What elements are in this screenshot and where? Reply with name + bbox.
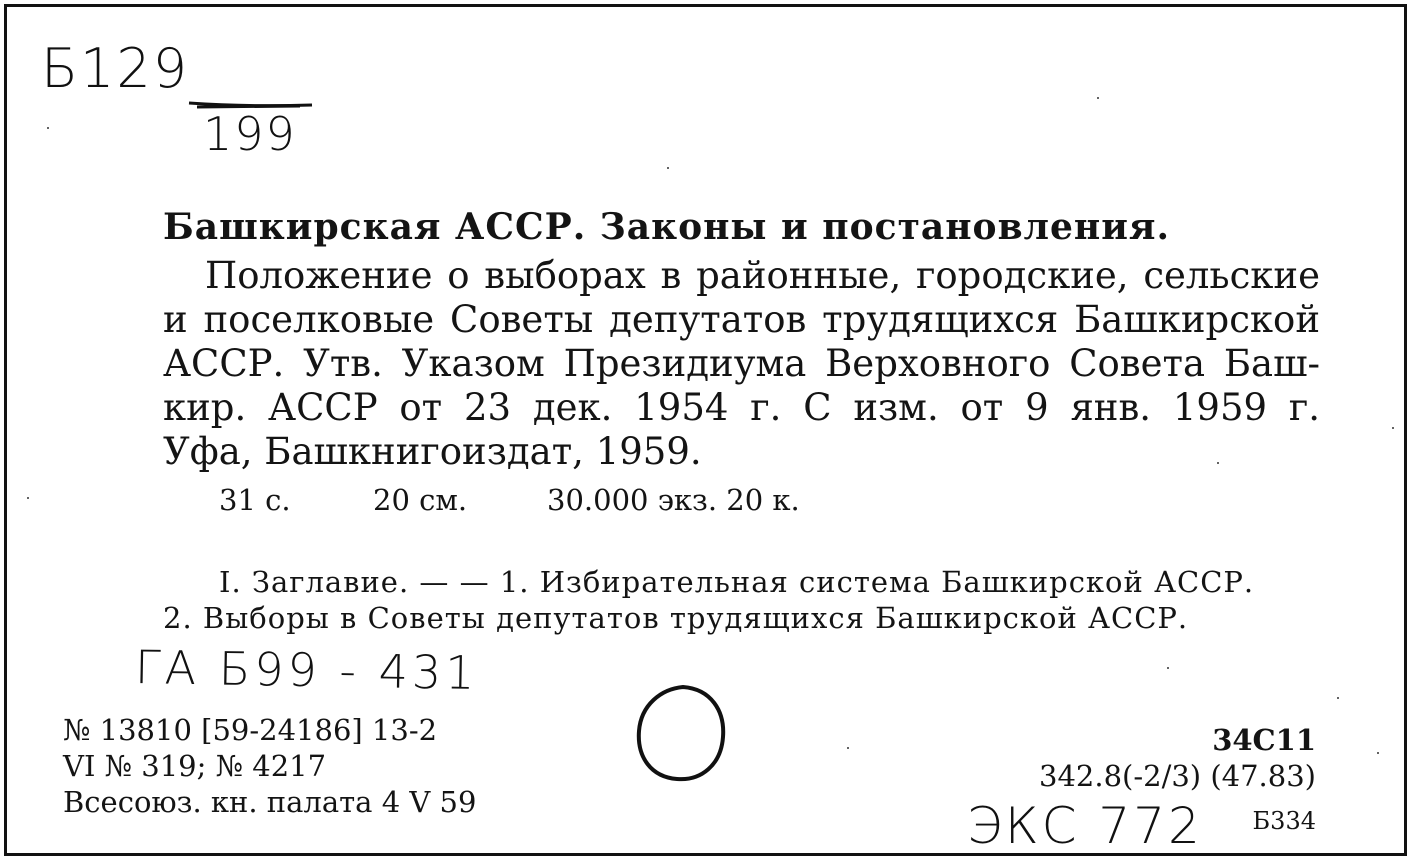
- handwritten-code-mid: ГА Б99 - 431: [134, 640, 479, 700]
- scan-speck: [1167, 667, 1169, 669]
- record-heading: Башкирская АССР. Законы и постановления.: [163, 206, 1171, 248]
- record-body-line: Уфа, Башкнигоиздат, 1959.: [163, 430, 702, 473]
- scan-speck: [1392, 427, 1394, 429]
- handwritten-code-top: Б129: [41, 37, 190, 100]
- record-number-line: VI № 319; № 4217: [63, 749, 327, 783]
- scan-speck: [847, 747, 849, 749]
- author-mark: Б334: [1252, 807, 1316, 835]
- record-body-line: Положение о выборах в районные, городские, сельские: [205, 254, 1320, 297]
- record-body-line: кир. АССР от 23 дек. 1954 г. С изм. от 9 янв. 1959 г.: [163, 386, 1320, 429]
- scan-speck: [1097, 97, 1099, 99]
- classification-code: 34С11: [1212, 723, 1316, 757]
- collation-size: 20 см.: [373, 483, 468, 517]
- classification-udc: 342.8(-2/3) (47.83): [1039, 759, 1316, 793]
- record-body-line: и поселковые Советы депутатов трудящихся Башкирской: [163, 298, 1320, 341]
- record-body-line: АССР. Утв. Указом Президиума Верховного Совета Баш-: [163, 342, 1320, 385]
- tracing-line: I. Заглавие. — — 1. Избирательная система Башкирской АССР.: [219, 565, 1255, 599]
- scan-speck: [1217, 462, 1219, 464]
- scan-speck: [1337, 697, 1339, 699]
- catalog-card: [4, 4, 1407, 856]
- scan-speck: [47, 127, 49, 129]
- scan-speck: [667, 167, 669, 169]
- collation-copies-price: 30.000 экз. 20 к.: [547, 483, 800, 517]
- handwritten-code-sub: 199: [203, 107, 297, 161]
- handwritten-circle: [631, 683, 731, 787]
- tracing-line: 2. Выборы в Советы депутатов трудящихся Башкирской АССР.: [163, 601, 1189, 635]
- handwritten-overline: [195, 103, 305, 111]
- scan-speck: [27, 497, 29, 499]
- scan-speck: [1377, 752, 1379, 754]
- record-number-line: Всесоюз. кн. палата 4 V 59: [63, 785, 477, 819]
- collation-pages: 31 с.: [219, 483, 291, 517]
- handwritten-code-bottom: ЭКС 772: [967, 797, 1203, 855]
- record-number-line: № 13810 [59-24186] 13-2: [63, 713, 438, 747]
